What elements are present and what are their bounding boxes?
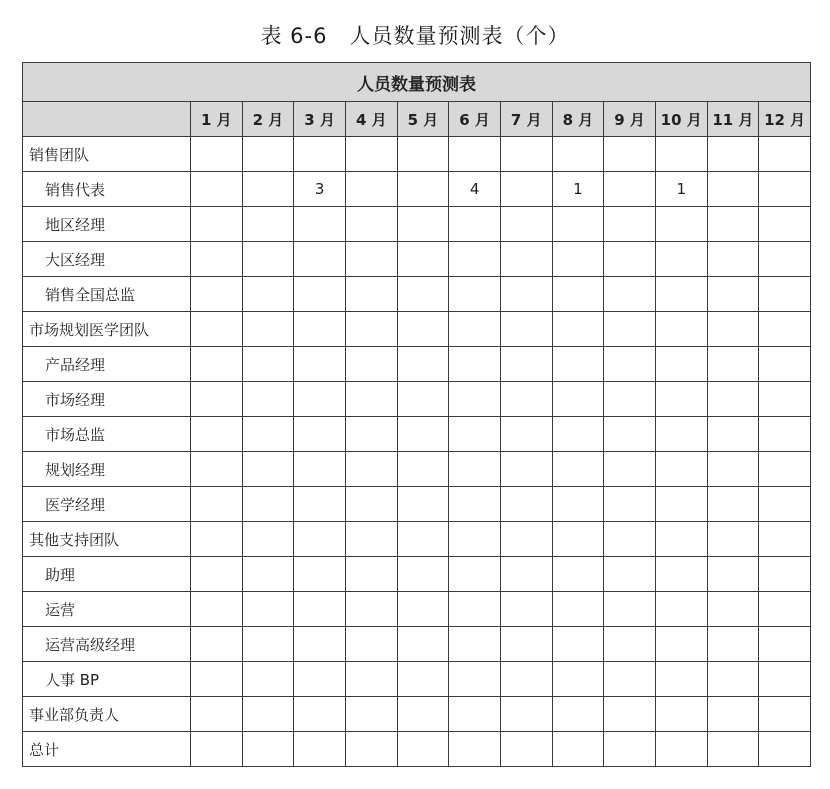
value-cell [294, 697, 346, 732]
value-cell: 3 [294, 172, 346, 207]
value-cell [294, 417, 346, 452]
value-cell [449, 487, 501, 522]
value-cell [345, 242, 397, 277]
value-cell [345, 277, 397, 312]
value-cell [604, 452, 656, 487]
value-cell [449, 452, 501, 487]
value-cell [500, 242, 552, 277]
value-cell [604, 592, 656, 627]
value-cell [500, 662, 552, 697]
value-cell [449, 557, 501, 592]
value-cell [707, 452, 759, 487]
value-cell [397, 697, 449, 732]
value-cell [707, 172, 759, 207]
row-label: 规划经理 [23, 452, 191, 487]
value-cell [604, 522, 656, 557]
value-cell [604, 277, 656, 312]
table-row [23, 242, 811, 277]
row-label: 地区经理 [23, 207, 191, 242]
value-cell [294, 487, 346, 522]
row-label: 总计 [23, 732, 191, 767]
value-cell [397, 207, 449, 242]
value-cell [191, 522, 243, 557]
value-cell [707, 522, 759, 557]
value-cell [449, 417, 501, 452]
value-cell [552, 662, 604, 697]
value-cell [655, 382, 707, 417]
value-cell [397, 592, 449, 627]
value-cell [552, 557, 604, 592]
value-cell [242, 242, 294, 277]
value-cell [552, 487, 604, 522]
value-cell [294, 382, 346, 417]
value-cell [655, 627, 707, 662]
value-cell [191, 487, 243, 522]
value-cell [191, 557, 243, 592]
value-cell [397, 557, 449, 592]
value-cell [655, 522, 707, 557]
value-cell [707, 662, 759, 697]
value-cell [707, 242, 759, 277]
value-cell [191, 627, 243, 662]
value-cell [242, 417, 294, 452]
table-row [23, 277, 811, 312]
value-cell [707, 732, 759, 767]
value-cell [242, 592, 294, 627]
value-cell: 1 [552, 172, 604, 207]
month-header: 3 月 [294, 102, 346, 137]
table-row [23, 592, 811, 627]
value-cell [655, 242, 707, 277]
value-cell [345, 522, 397, 557]
value-cell [449, 312, 501, 347]
corner-header-cell [23, 102, 191, 137]
value-cell [345, 312, 397, 347]
month-header: 5 月 [397, 102, 449, 137]
month-header-row [23, 102, 811, 137]
value-cell [345, 732, 397, 767]
month-header: 4 月 [345, 102, 397, 137]
value-cell [191, 662, 243, 697]
value-cell [655, 487, 707, 522]
row-label: 医学经理 [23, 487, 191, 522]
value-cell [242, 627, 294, 662]
value-cell [191, 382, 243, 417]
value-cell [397, 662, 449, 697]
month-header: 10 月 [655, 102, 707, 137]
row-label: 其他支持团队 [23, 522, 191, 557]
value-cell [604, 312, 656, 347]
value-cell [191, 172, 243, 207]
value-cell [191, 242, 243, 277]
value-cell [242, 312, 294, 347]
table-row [23, 382, 811, 417]
value-cell [397, 522, 449, 557]
value-cell [604, 662, 656, 697]
value-cell [449, 732, 501, 767]
value-cell [397, 487, 449, 522]
value-cell [449, 242, 501, 277]
value-cell [191, 732, 243, 767]
value-cell [707, 137, 759, 172]
value-cell [707, 592, 759, 627]
month-header: 12 月 [759, 102, 811, 137]
row-label: 销售代表 [23, 172, 191, 207]
month-header: 7 月 [500, 102, 552, 137]
value-cell [191, 452, 243, 487]
value-cell [707, 697, 759, 732]
value-cell [345, 557, 397, 592]
value-cell [397, 452, 449, 487]
value-cell [759, 172, 811, 207]
value-cell [397, 242, 449, 277]
value-cell [449, 697, 501, 732]
value-cell [242, 557, 294, 592]
value-cell [294, 312, 346, 347]
value-cell [191, 347, 243, 382]
value-cell [397, 277, 449, 312]
value-cell [707, 417, 759, 452]
value-cell [759, 557, 811, 592]
value-cell [191, 312, 243, 347]
value-cell [707, 312, 759, 347]
value-cell [552, 312, 604, 347]
value-cell [759, 487, 811, 522]
month-header: 8 月 [552, 102, 604, 137]
value-cell [500, 382, 552, 417]
table-row [23, 347, 811, 382]
month-header: 9 月 [604, 102, 656, 137]
value-cell [604, 557, 656, 592]
value-cell [759, 417, 811, 452]
value-cell [552, 347, 604, 382]
value-cell [294, 207, 346, 242]
value-cell [604, 172, 656, 207]
value-cell [552, 207, 604, 242]
value-cell [449, 137, 501, 172]
value-cell [397, 312, 449, 347]
headcount-forecast-table [22, 62, 811, 767]
value-cell [242, 137, 294, 172]
value-cell [242, 732, 294, 767]
value-cell [242, 382, 294, 417]
value-cell [759, 452, 811, 487]
value-cell [759, 137, 811, 172]
value-cell [242, 277, 294, 312]
value-cell [655, 207, 707, 242]
table-row [23, 697, 811, 732]
value-cell [397, 732, 449, 767]
value-cell [500, 137, 552, 172]
value-cell [242, 172, 294, 207]
value-cell: 1 [655, 172, 707, 207]
row-label: 市场经理 [23, 382, 191, 417]
value-cell [655, 662, 707, 697]
value-cell [449, 592, 501, 627]
value-cell [397, 347, 449, 382]
value-cell [759, 207, 811, 242]
value-cell [604, 627, 656, 662]
value-cell [294, 662, 346, 697]
value-cell [552, 592, 604, 627]
value-cell [242, 347, 294, 382]
table-row [23, 207, 811, 242]
value-cell [552, 242, 604, 277]
value-cell [655, 697, 707, 732]
row-label: 销售全国总监 [23, 277, 191, 312]
value-cell [604, 207, 656, 242]
value-cell [759, 347, 811, 382]
value-cell [500, 172, 552, 207]
value-cell [655, 347, 707, 382]
table-row [23, 452, 811, 487]
value-cell [759, 732, 811, 767]
value-cell [191, 137, 243, 172]
value-cell [242, 487, 294, 522]
table-title: 人员数量预测表 [23, 63, 811, 102]
value-cell [449, 522, 501, 557]
value-cell [759, 522, 811, 557]
value-cell [604, 242, 656, 277]
value-cell [707, 347, 759, 382]
value-cell [449, 627, 501, 662]
value-cell [449, 207, 501, 242]
value-cell [191, 207, 243, 242]
value-cell [655, 592, 707, 627]
value-cell [294, 242, 346, 277]
value-cell [707, 207, 759, 242]
row-label: 助理 [23, 557, 191, 592]
value-cell [500, 347, 552, 382]
value-cell [604, 732, 656, 767]
value-cell [397, 137, 449, 172]
row-label: 市场总监 [23, 417, 191, 452]
table-row [23, 627, 811, 662]
value-cell [449, 382, 501, 417]
value-cell [294, 452, 346, 487]
table-row [23, 522, 811, 557]
value-cell [242, 697, 294, 732]
table-caption: 表 6-6 人员数量预测表（个） [260, 24, 570, 48]
table-row [23, 732, 811, 767]
value-cell [500, 627, 552, 662]
value-cell [242, 452, 294, 487]
value-cell [242, 522, 294, 557]
table-body [23, 137, 811, 767]
row-label: 人事 BP [23, 662, 191, 697]
value-cell [500, 592, 552, 627]
value-cell [345, 347, 397, 382]
table-row [23, 557, 811, 592]
value-cell [449, 277, 501, 312]
value-cell [604, 417, 656, 452]
month-header: 1 月 [191, 102, 243, 137]
value-cell [655, 417, 707, 452]
row-label: 市场规划医学团队 [23, 312, 191, 347]
value-cell: 4 [449, 172, 501, 207]
value-cell [604, 697, 656, 732]
value-cell [449, 347, 501, 382]
value-cell [655, 452, 707, 487]
value-cell [345, 452, 397, 487]
value-cell [191, 277, 243, 312]
value-cell [500, 417, 552, 452]
value-cell [345, 697, 397, 732]
value-cell [500, 487, 552, 522]
value-cell [500, 522, 552, 557]
value-cell [552, 382, 604, 417]
value-cell [552, 452, 604, 487]
table-row [23, 662, 811, 697]
value-cell [242, 207, 294, 242]
value-cell [397, 417, 449, 452]
value-cell [242, 662, 294, 697]
value-cell [345, 487, 397, 522]
value-cell [345, 137, 397, 172]
value-cell [294, 522, 346, 557]
value-cell [655, 277, 707, 312]
value-cell [552, 732, 604, 767]
value-cell [191, 592, 243, 627]
value-cell [759, 662, 811, 697]
value-cell [500, 697, 552, 732]
value-cell [707, 382, 759, 417]
value-cell [345, 627, 397, 662]
table-row [23, 137, 811, 172]
value-cell [500, 732, 552, 767]
table-row [23, 172, 811, 207]
row-label: 产品经理 [23, 347, 191, 382]
value-cell [707, 627, 759, 662]
month-header: 2 月 [242, 102, 294, 137]
value-cell [345, 417, 397, 452]
value-cell [552, 277, 604, 312]
value-cell [604, 137, 656, 172]
value-cell [759, 382, 811, 417]
value-cell [552, 697, 604, 732]
value-cell [707, 277, 759, 312]
value-cell [759, 312, 811, 347]
value-cell [655, 732, 707, 767]
value-cell [500, 277, 552, 312]
row-label: 事业部负责人 [23, 697, 191, 732]
value-cell [655, 312, 707, 347]
value-cell [759, 627, 811, 662]
value-cell [397, 382, 449, 417]
value-cell [191, 417, 243, 452]
value-cell [604, 487, 656, 522]
value-cell [294, 137, 346, 172]
value-cell [552, 417, 604, 452]
value-cell [397, 627, 449, 662]
value-cell [552, 137, 604, 172]
month-header: 11 月 [707, 102, 759, 137]
table-row [23, 487, 811, 522]
value-cell [294, 557, 346, 592]
value-cell [191, 697, 243, 732]
month-header: 6 月 [449, 102, 501, 137]
value-cell [345, 207, 397, 242]
value-cell [449, 662, 501, 697]
value-cell [759, 697, 811, 732]
value-cell [500, 207, 552, 242]
value-cell [500, 312, 552, 347]
value-cell [759, 592, 811, 627]
value-cell [294, 277, 346, 312]
value-cell [294, 732, 346, 767]
value-cell [345, 592, 397, 627]
table-row [23, 417, 811, 452]
value-cell [655, 137, 707, 172]
value-cell [397, 172, 449, 207]
value-cell [552, 627, 604, 662]
value-cell [500, 452, 552, 487]
value-cell [655, 557, 707, 592]
row-label: 销售团队 [23, 137, 191, 172]
value-cell [759, 242, 811, 277]
value-cell [552, 522, 604, 557]
value-cell [294, 627, 346, 662]
row-label: 运营 [23, 592, 191, 627]
value-cell [345, 662, 397, 697]
row-label: 运营高级经理 [23, 627, 191, 662]
value-cell [294, 347, 346, 382]
table-row [23, 312, 811, 347]
value-cell [707, 487, 759, 522]
value-cell [707, 557, 759, 592]
value-cell [759, 277, 811, 312]
value-cell [500, 557, 552, 592]
value-cell [604, 347, 656, 382]
value-cell [345, 172, 397, 207]
value-cell [345, 382, 397, 417]
value-cell [294, 592, 346, 627]
value-cell [604, 382, 656, 417]
row-label: 大区经理 [23, 242, 191, 277]
